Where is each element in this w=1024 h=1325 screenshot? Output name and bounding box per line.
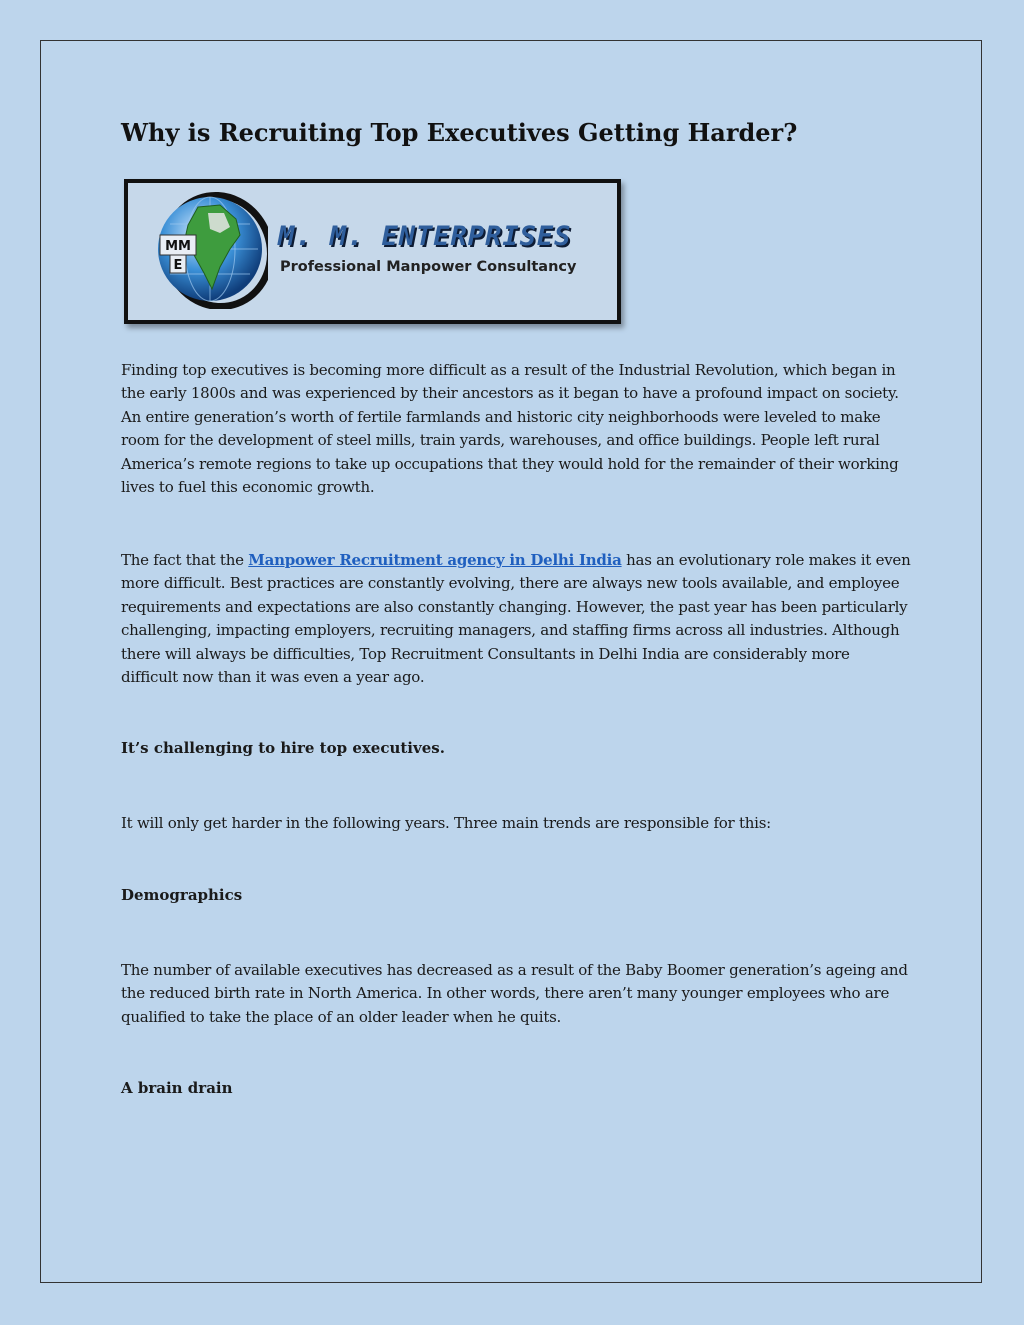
globe-logo-icon [148,189,268,309]
svg-text:MM: MM [165,239,191,254]
heading-hiring-challenge: It’s challenging to hire top executives. [121,739,445,757]
heading-brain-drain: A brain drain [121,1079,233,1097]
heading-demographics: Demographics [121,886,243,904]
svg-text:E: E [173,258,183,273]
recruitment-agency-link[interactable]: Manpower Recruitment agency in Delhi India [248,551,622,569]
logo-company-name: M. M. ENTERPRISES [278,221,572,252]
paragraph-industrial-revolution: Finding top executives is becoming more difficult as a result of the Industrial Revolution, which began in the early 1800s and was experienced by their ancestors as it began to have a profound impact on society. An entire generation’s worth of fertile farmlands and historic city neighborhoods were leveled to make room for the development of steel mills, train yards, warehouses, and office buildings. People left rural America’s remote regions to take up occupations that they would hold for the remainder of their working lives to fuel this economic growth. [121,361,899,497]
paragraph-demographics: The number of available executives has decreased as a result of the Baby Boomer generation’s ageing and the reduced birth rate in North America. In other words, there aren’t many younger employees who are qualified to take the place of an older leader when he quits. [121,961,908,1026]
paragraph-text-before-link: The fact that the [121,551,249,569]
logo-tagline: Professional Manpower Consultancy [280,259,577,275]
paragraph-recruitment-agency [121,549,911,689]
company-logo-banner [124,179,621,324]
page-title: Why is Recruiting Top Executives Getting Harder? [121,118,798,147]
paragraph-three-trends: It will only get harder in the following years. Three main trends are responsible for this: [121,814,771,832]
paragraph-text-after-link: has an evolutionary role makes it even more difficult. Best practices are constantly evolving, there are always new tools available, and employee requirements and expectations are also constantly changing. However, the past year has been particularly challenging, impacting employers, recruiting managers, and staffing firms across all industries. Although there will always be difficulties, Top Recruitment Consultants in Delhi India are considerably more difficult now than it was even a year ago. [121,551,911,687]
